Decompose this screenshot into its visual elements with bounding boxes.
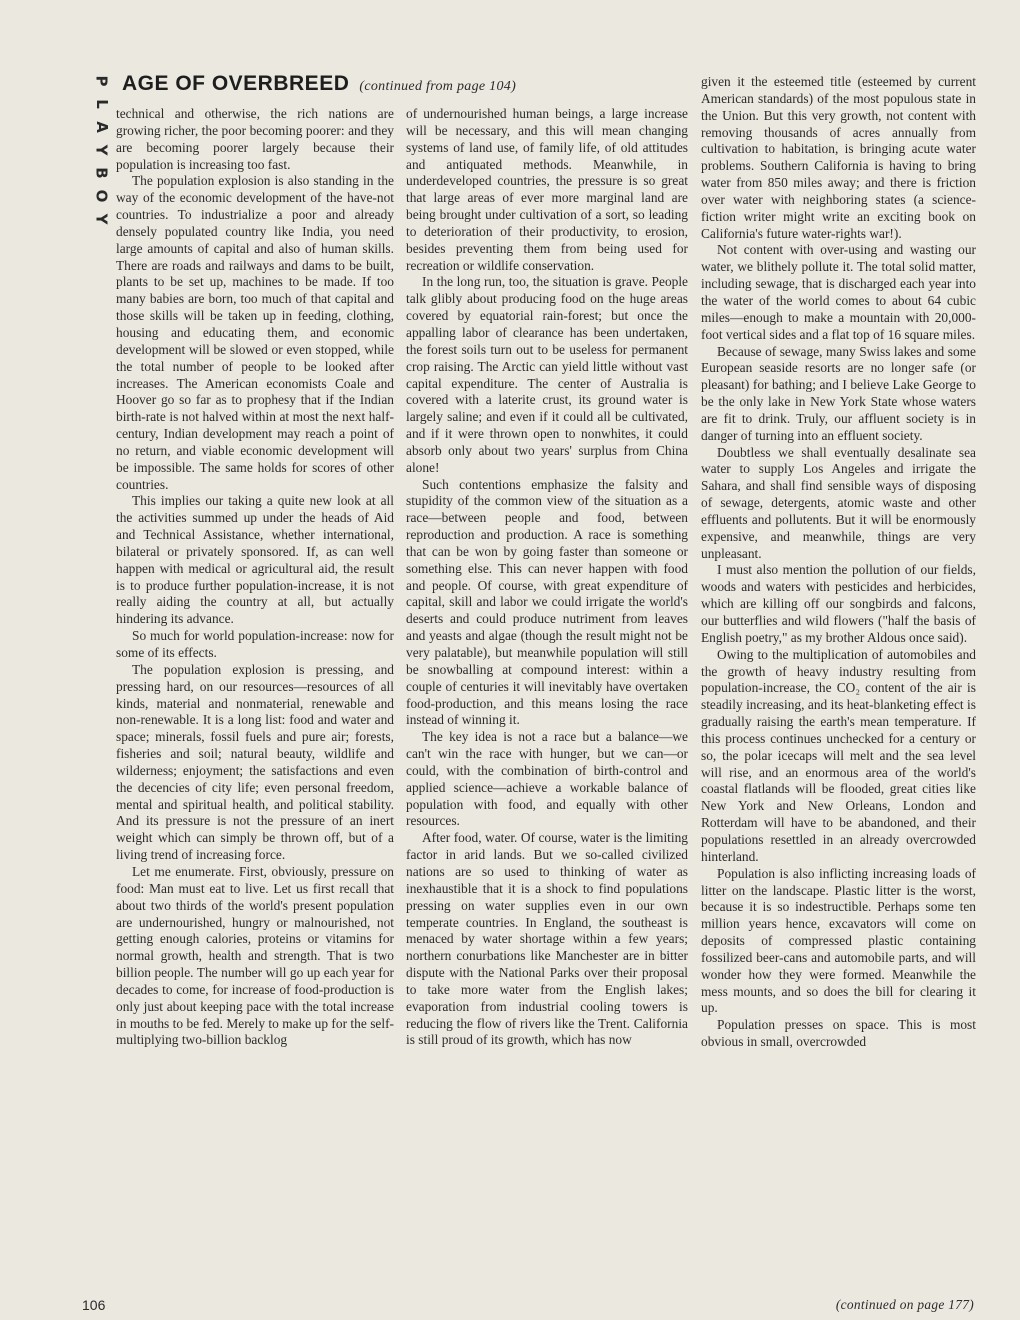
paragraph: Such contentions emphasize the falsity and stupidity of the common view of the situation as a race—between people and food, between reproduction and production. A race is something that can be won by going faster than someone or something else. This can never happen with food and people. Of course, with great expenditure of capital, skill and labor we could irrigate the world's deserts and could produce nutriment from leaves and yeasts and algae (though the result might not be very palatable), but meanwhile population will still be snowballing at compound interest: within a couple of centuries it will inevitably have overtaken food-production, and this means losing the race instead of winning it. — [406, 476, 688, 728]
paragraph: After food, water. Of course, water is the limiting factor in arid lands. But we so-called civilized nations are so used to thinking of water as inexhaustible that it is a shock to find populations pressing on water supplies even in our own temperate countries. In England, the southeast is menaced by water shortage within a few years; northern conurbations like Manchester are in bitter dispute with the National Parks over their proposal to take more water from the English lakes; evaporation from industrial cooling towers is reducing the flow of rivers like the Trent. California is still proud of its growth, which has now — [406, 830, 688, 1048]
masthead-letter: Y — [92, 213, 111, 226]
paragraph: Let me enumerate. First, obviously, pressure on food: Man must eat to live. Let us first recall that about two thirds of the world's present population are undernourished, hungry or malnourished, not getting enough calories, proteins or vitamins for normal growth, health and strength. That is two billion people. The number will go up each year for decades to come, for increase of food-production is only just about keeping pace with the total increase in mouths to be fed. Merely to make up for the self-multiplying two-billion backlog — [116, 863, 394, 1048]
continued-from-note: (continued from page 104) — [359, 79, 517, 94]
text-column-1 — [116, 106, 394, 1049]
paragraph: Not content with over-using and wasting our water, we blithely pollute it. The total solid matter, including sewage, that is discharged each year into the water of the world comes to about 64 cubic miles—enough to make a mountain with 20,000-foot vertical sides and a flat top of 16 square miles. — [701, 242, 976, 342]
paragraph: The key idea is not a race but a balance—we can't win the race with hunger, but we can—or could, with the combination of birth-control and applied science—achieve a workable balance of population with food, and equally with other resources. — [406, 729, 688, 829]
article-heading — [122, 72, 516, 96]
paragraph: I must also mention the pollution of our fields, woods and waters with pesticides and herbicides, which are killing off our songbirds and falcons, our butterflies and wild flowers ("half the basis of English poetry," as my brother Aldous once said). — [701, 562, 976, 645]
text-column-2 — [406, 106, 688, 1049]
masthead-letter: O — [92, 189, 111, 204]
paragraph: Population presses on space. This is most obvious in small, overcrowded — [701, 1017, 976, 1050]
paragraph: In the long run, too, the situation is grave. People talk glibly about producing food on the huge areas covered by equatorial rain-forest; but once the appalling labor of clearance has been undertaken, the forest soils turn out to be useless for permanent crop raising. The Arctic can yield little without vast capital expenditure. The center of Australia is covered with a laterite crust, its ground water is largely saline; and even if it could all be cultivated, and if it were thrown open to nonwhites, it could absorb only about two years' surplus from China alone! — [406, 274, 688, 475]
paragraph: given it the esteemed title (esteemed by current American standards) of the most populous state in the Union. But this very growth, not content with removing thousands of acres annually from cultivation to habitation, is bringing acute water problems. Southern California is having to bring water from 850 miles away; and there is friction over water with neighboring states (a science-fiction writer might write an exciting book on California's future water-rights war!). — [701, 74, 976, 241]
paragraph: Owing to the multiplication of automobiles and the growth of heavy industry resulting from population-increase, the CO₂ content of the air is steadily increasing, and its heat-blanketing effect is gradually raising the earth's mean temperature. If this process continues unchecked for a century or so, the polar icecaps will melt and the sea level will rise, and an enormous area of the world's coastal flatlands will be flooded, great cities like New York and New Orleans, London and Rotterdam will have to be abandoned, and their populations resettled in an already overcrowded hinterland. — [701, 646, 976, 864]
masthead-playboy — [82, 70, 112, 231]
text-column-3 — [701, 74, 976, 1051]
page-number: 106 — [82, 1297, 106, 1313]
paragraph: Population is also inflicting increasing loads of litter on the landscape. Plastic litter is the worst, because it is so indestructible. Perhaps some ten million years hence, excavators will come on deposits of compressed plastic containing fossilized beer-cans and automobile parts, and will wonder how they were formed. Meanwhile the mess mounts, and so does the bill for clearing it up. — [701, 865, 976, 1016]
paragraph: This implies our taking a quite new look at all the activities summed up under the heads of Aid and Technical Assistance, whether international, bilateral or privately sponsored. If, as can well happen with medical or agricultural aid, the result is to produce further population-increase, it is not really aiding the country at all, but actually hindering its advance. — [116, 493, 394, 627]
masthead-letter: A — [92, 121, 111, 134]
paragraph: of undernourished human beings, a large increase will be necessary, and this will mean changing systems of land use, of family life, of old attitudes and antiquated methods. Meanwhile, in underdeveloped countries, the pressure is so great that large areas of ever more marginal land are being brought under cultivation of a sort, so leading to deterioration of their productivity, to erosion, besides preventing them from being used for recreation or wildlife conservation. — [406, 106, 688, 273]
masthead-letter: B — [92, 167, 111, 180]
continued-on-note: (continued on page 177) — [835, 1297, 974, 1312]
paragraph: technical and otherwise, the rich nations are growing richer, the poor becoming poorer: and they are becoming poorer largely because their population is increasing too fast. — [116, 106, 394, 172]
masthead-letter: Y — [92, 144, 111, 157]
masthead-letter: L — [92, 99, 111, 110]
paragraph: Because of sewage, many Swiss lakes and some European seaside resorts are no longer safe (or pleasant) for bathing; and I believe Lake George to be the only lake in New York State whose waters are fit to drink. Truly, our affluent society is in danger of turning into an effluent society. — [701, 343, 976, 443]
paragraph: Doubtless we shall eventually desalinate sea water to supply Los Angeles and irrigate the Sahara, and shall find sensible ways of disposing of sewage, detergents, atomic waste and other effluents and pollutents. But it will be enormously expensive, and meanwhile, things are very unpleasant. — [701, 444, 976, 561]
article-title: AGE OF OVERBREED — [122, 72, 350, 95]
paragraph: The population explosion is pressing, and pressing hard, on our resources—resources of all kinds, material and nonmaterial, renewable and non-renewable. It is a long list: food and water and space; minerals, fossil fuels and pure air; forests, fisheries and soil; natural beauty, wildlife and wilderness; enjoyment; the satisfactions and even the decencies of city life; even personal freedom, mental and spiritual health, and political stability. And its pressure is not the pressure of an inert weight which can simply be thrown off, but of a living trend of increasing force. — [116, 661, 394, 863]
masthead-letter: P — [92, 75, 111, 88]
paragraph: The population explosion is also standing in the way of the economic development of the have-not countries. To industrialize a poor and already densely populated country like India, you need large amounts of capital and also of human skills. There are roads and railways and dams to be built, plants to be set up, machines to be made. If too many babies are born, too much of that capital and those skills will be taken up in feeding, clothing, housing and educating them, and economic development will be slowed or even stopped, while the total number of people to be looked after increases. The American economists Coale and Hoover go so far as to prophesy that if the Indian birth-rate is not halved within at most the next half-century, Indian development may reach a point of no return, and viable economic development will be impossible. The same holds for scores of other countries. — [116, 173, 394, 492]
paragraph: So much for world population-increase: now for some of its effects. — [116, 628, 394, 660]
